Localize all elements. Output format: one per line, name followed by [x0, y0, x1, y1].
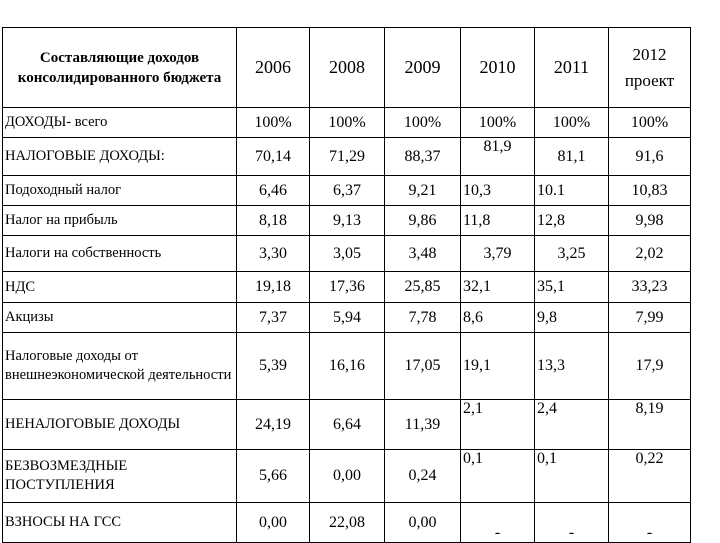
- cell-value: 3,79: [461, 236, 535, 272]
- table-row: [3, 236, 691, 272]
- header-year-2010: 2010: [461, 28, 535, 108]
- cell-value: 100%: [461, 108, 535, 138]
- cell-value: 16,16: [310, 333, 385, 400]
- table-row: [3, 176, 691, 206]
- cell-value: 9,98: [609, 206, 691, 236]
- table-row: [3, 503, 691, 543]
- table-row: [3, 450, 691, 503]
- cell-value: 0,1: [535, 450, 609, 503]
- row-label: НАЛОГОВЫЕ ДОХОДЫ:: [3, 138, 237, 176]
- cell-value: 70,14: [237, 138, 310, 176]
- cell-value: 9,13: [310, 206, 385, 236]
- cell-value: 10.1: [535, 176, 609, 206]
- cell-value: 88,37: [385, 138, 461, 176]
- cell-value: 3,30: [237, 236, 310, 272]
- cell-value: 25,85: [385, 272, 461, 303]
- cell-value: 81,9: [461, 138, 535, 176]
- cell-value: 7,99: [609, 303, 691, 333]
- cell-value: 8,6: [461, 303, 535, 333]
- cell-value: 7,78: [385, 303, 461, 333]
- cell-value: 0,1: [461, 450, 535, 503]
- cell-value: 24,19: [237, 400, 310, 450]
- cell-value: 17,05: [385, 333, 461, 400]
- cell-value: 0,00: [237, 503, 310, 543]
- row-label: Акцизы: [3, 303, 237, 333]
- cell-value: 5,94: [310, 303, 385, 333]
- cell-value: 11,8: [461, 206, 535, 236]
- cell-value: 6,46: [237, 176, 310, 206]
- row-label: ВЗНОСЫ НА ГСС: [3, 503, 237, 543]
- cell-value: 8,19: [609, 400, 691, 450]
- cell-value: 0,22: [609, 450, 691, 503]
- cell-value: 19,1: [461, 333, 535, 400]
- row-label: БЕЗВОЗМЕЗДНЫЕ ПОСТУПЛЕНИЯ: [3, 450, 237, 503]
- header-year-2011: 2011: [535, 28, 609, 108]
- row-label: ДОХОДЫ- всего: [3, 108, 237, 138]
- cell-value: 17,9: [609, 333, 691, 400]
- cell-value: 2,02: [609, 236, 691, 272]
- cell-value: 100%: [535, 108, 609, 138]
- header-projection-label: проект: [624, 70, 675, 90]
- cell-value: 0,24: [385, 450, 461, 503]
- row-label: НДС: [3, 272, 237, 303]
- header-projection-year: 2012: [632, 44, 667, 64]
- cell-value: 19,18: [237, 272, 310, 303]
- cell-value: 2,4: [535, 400, 609, 450]
- cell-value: -: [609, 503, 691, 543]
- cell-value: 0,00: [385, 503, 461, 543]
- table-row: [3, 333, 691, 400]
- cell-value: 33,23: [609, 272, 691, 303]
- cell-value: 13,3: [535, 333, 609, 400]
- cell-value: 100%: [609, 108, 691, 138]
- cell-value: 7,37: [237, 303, 310, 333]
- cell-value: 100%: [237, 108, 310, 138]
- header-year-2012: [609, 28, 691, 108]
- cell-value: 22,08: [310, 503, 385, 543]
- row-label: НЕНАЛОГОВЫЕ ДОХОДЫ: [3, 400, 237, 450]
- cell-value: 2,1: [461, 400, 535, 450]
- cell-value: 32,1: [461, 272, 535, 303]
- cell-value: 17,36: [310, 272, 385, 303]
- header-year-2009: 2009: [385, 28, 461, 108]
- table-row: [3, 206, 691, 236]
- cell-value: 81,1: [535, 138, 609, 176]
- row-label: Налоги на собственность: [3, 236, 237, 272]
- budget-revenue-table: [2, 27, 691, 543]
- header-row: [3, 28, 691, 108]
- cell-value: 9,21: [385, 176, 461, 206]
- row-label: Подоходный налог: [3, 176, 237, 206]
- cell-value: -: [461, 503, 535, 543]
- table-row: [3, 108, 691, 138]
- cell-value: 0,00: [310, 450, 385, 503]
- header-year-2008: 2008: [310, 28, 385, 108]
- cell-value: 100%: [310, 108, 385, 138]
- table-row: [3, 400, 691, 450]
- cell-value: 100%: [385, 108, 461, 138]
- cell-value: 35,1: [535, 272, 609, 303]
- cell-value: 5,66: [237, 450, 310, 503]
- cell-value: 3,25: [535, 236, 609, 272]
- cell-value: 6,64: [310, 400, 385, 450]
- cell-value: 91,6: [609, 138, 691, 176]
- cell-value: 9,8: [535, 303, 609, 333]
- cell-value: 10,83: [609, 176, 691, 206]
- row-label: Налоговые доходы от внешнеэкономической деятельности: [3, 333, 237, 400]
- cell-value: 12,8: [535, 206, 609, 236]
- cell-value: 3,05: [310, 236, 385, 272]
- cell-value: 11,39: [385, 400, 461, 450]
- cell-value: 6,37: [310, 176, 385, 206]
- row-label: Налог на прибыль: [3, 206, 237, 236]
- cell-value: 10,3: [461, 176, 535, 206]
- cell-value: 8,18: [237, 206, 310, 236]
- cell-value: 5,39: [237, 333, 310, 400]
- cell-value: 9,86: [385, 206, 461, 236]
- cell-value: 71,29: [310, 138, 385, 176]
- table-row: [3, 272, 691, 303]
- cell-value: -: [535, 503, 609, 543]
- header-year-2006: 2006: [237, 28, 310, 108]
- table-row: [3, 138, 691, 176]
- header-category: Составляющие доходов консолидированного бюджета: [3, 28, 237, 108]
- table-row: [3, 303, 691, 333]
- cell-value: 3,48: [385, 236, 461, 272]
